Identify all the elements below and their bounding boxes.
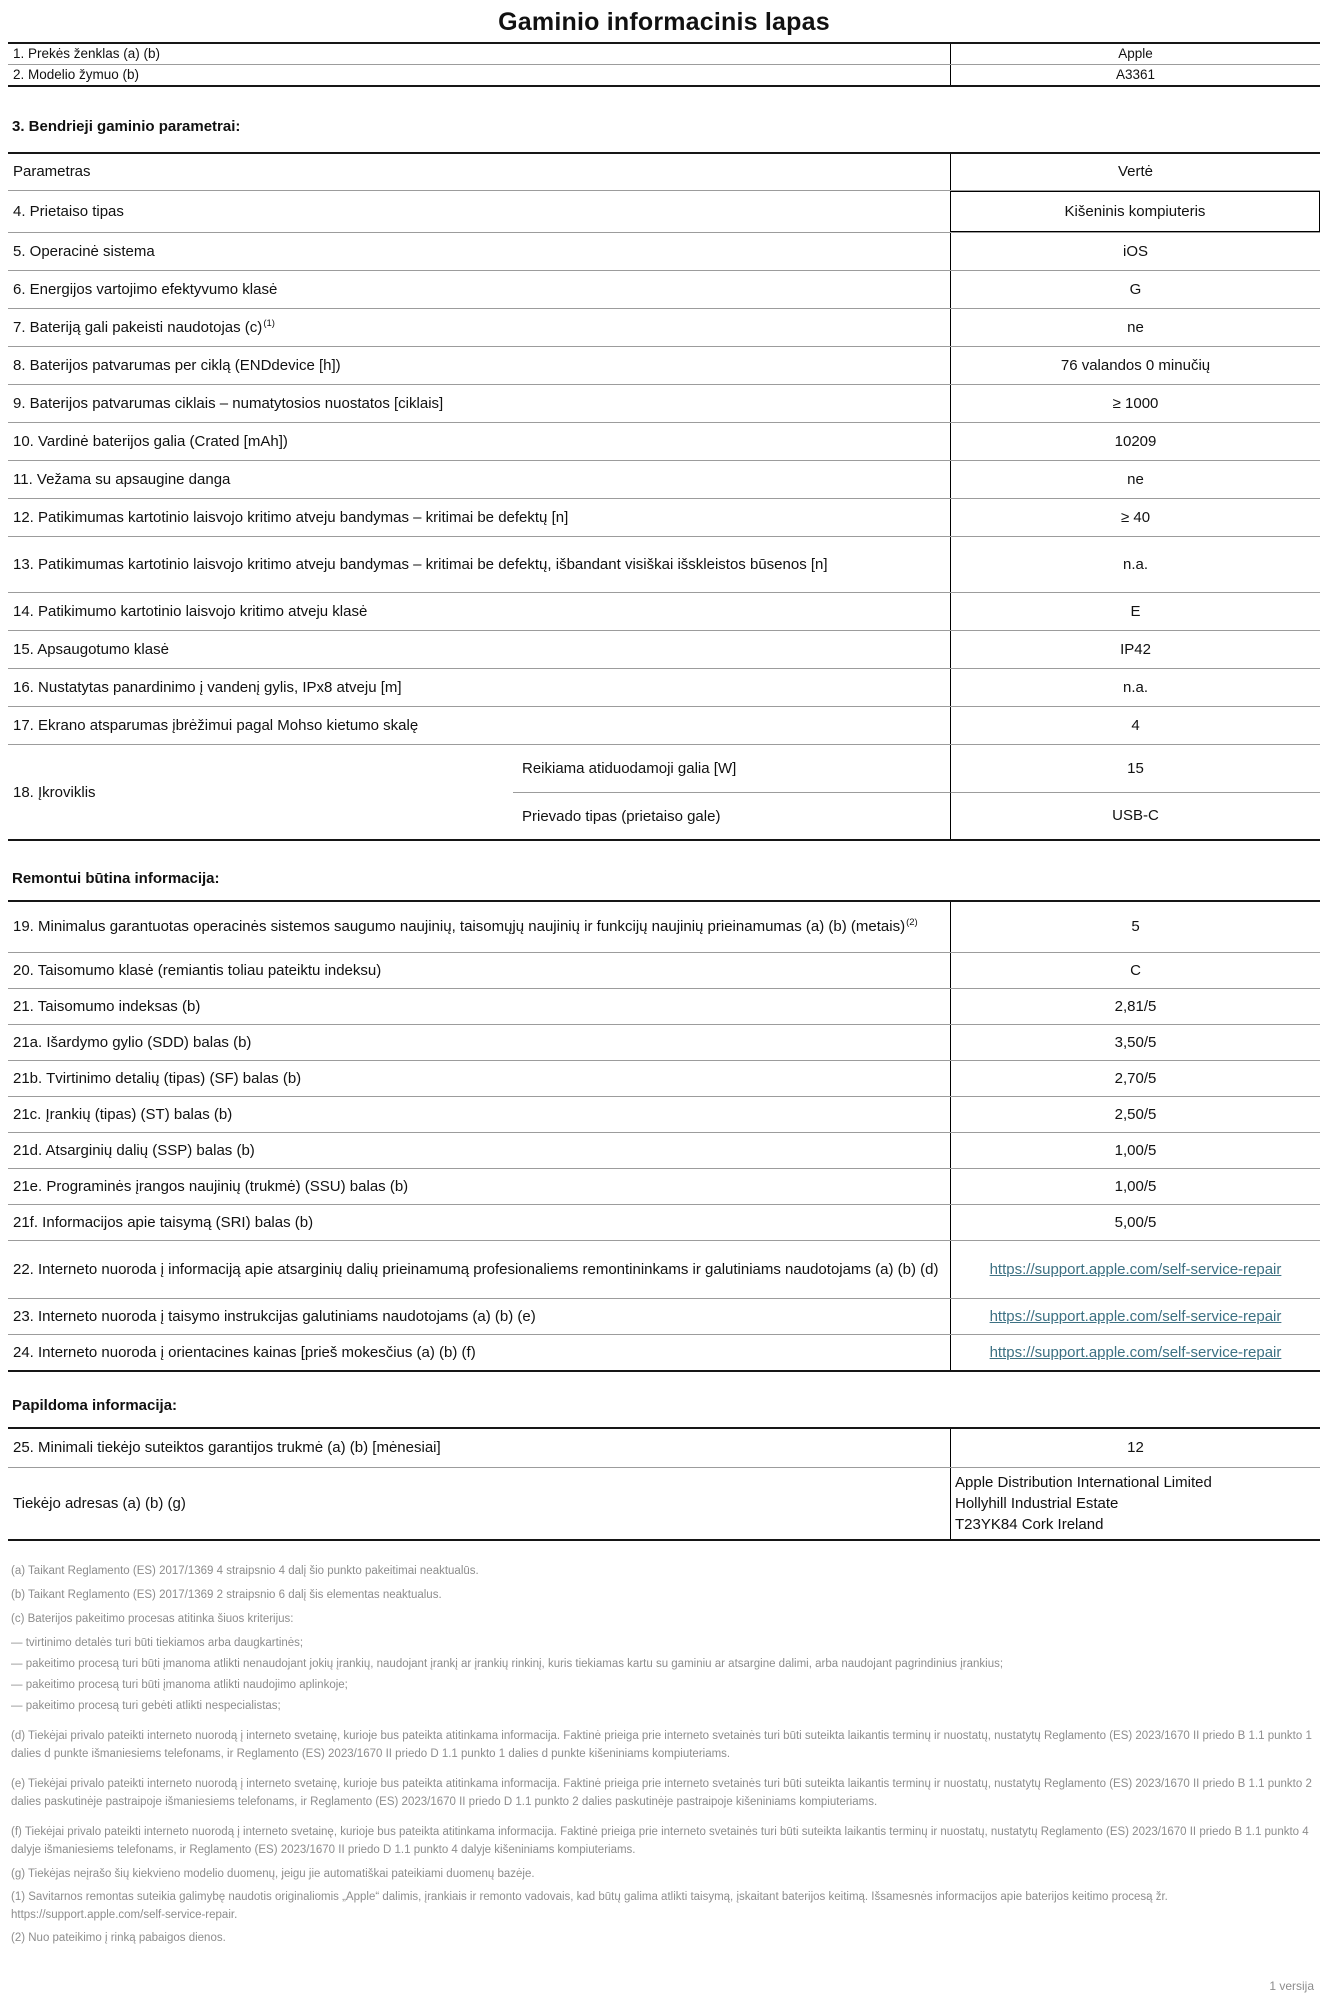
row-value	[950, 1241, 1320, 1298]
table-header-row	[8, 154, 1320, 190]
table-row	[8, 952, 1320, 988]
footnote: (d) Tiekėjai privalo pateikti interneto nuorodą į interneto svetainę, kurioje bus pateikta atitinkama informacija. Faktinė prieiga prie interneto svetainės turi būti suteikta laikantis terminų ir nuostatų, nustatytų Reglamento (ES) 2023/1670 II priedo B 1.1 punkto 1 dalies d punkte išmaniesiems telefonams, ir Reglamento (ES) 2023/1670 II priedo D 1.1 punkto 1 dalies d punkte kišeniniams kompiuteriams.	[11, 1730, 1312, 1761]
row-label: 10. Vardinė baterijos galia (Crated [mAh])	[13, 432, 288, 450]
footnote: (a) Taikant Reglamento (ES) 2017/1369 4 straipsnio 4 dalį šio punkto pakeitimai neaktualūs.	[11, 1565, 479, 1578]
row-value: 76 valandos 0 minučių	[950, 347, 1320, 384]
row-label: 12. Patikimumas kartotinio laisvojo kritimo atveju bandymas – kritimai be defektų [n]	[13, 508, 569, 526]
row-value: 2,70/5	[950, 1061, 1320, 1096]
table-row	[8, 1204, 1320, 1240]
row-label: 19. Minimalus garantuotas operacinės sistemos saugumo naujinių, taisomųjų naujinių ir funkcijų naujinių prieinamumas (a) (b) (metais)$^{(2)}$	[13, 917, 918, 936]
column-header-value: Vertė	[950, 154, 1320, 190]
repair-info-table	[8, 900, 1320, 1372]
row-value: 2,81/5	[950, 989, 1320, 1024]
table-row	[8, 1298, 1320, 1334]
row-label: 21c. Įrankių (tipas) (ST) balas (b)	[13, 1105, 233, 1123]
row-label: 2. Modelio žymuo (b)	[13, 67, 140, 83]
table-row	[8, 592, 1320, 630]
charger-sub-label: Prievado tipas (prietaiso gale)	[513, 792, 950, 839]
row-value: 5,00/5	[950, 1205, 1320, 1240]
row-value: ne	[950, 309, 1320, 346]
table-row	[8, 1024, 1320, 1060]
row-value: n.a.	[950, 669, 1320, 706]
row-label: 21. Taisomumo indeksas (b)	[13, 997, 201, 1015]
row-label: 15. Apsaugotumo klasė	[13, 640, 169, 658]
row-value: 2,50/5	[950, 1097, 1320, 1132]
footnote-bullet: — pakeitimo procesą turi būti įmanoma atlikti nenaudojant jokių įrankių, naudojant įrankį ar įrankių rinkinį, kuris tiekiamas kartu su gaminiu ar atsargine dalimi, arba naudojant pagrindinius įrankius;	[11, 1658, 1004, 1671]
row-value: iOS	[950, 233, 1320, 270]
version-label: 1 versija	[1269, 1979, 1314, 1993]
footnote-ref: (2)	[906, 917, 918, 929]
row-value: C	[950, 953, 1320, 988]
table-row	[8, 232, 1320, 270]
row-value: IP42	[950, 631, 1320, 668]
table-row	[8, 902, 1320, 952]
row-label: 11. Vežama su apsaugine danga	[13, 470, 231, 488]
row-label: 1. Prekės ženklas (a) (b)	[13, 46, 161, 61]
footnote: (g) Tiekėjas neįrašo šių kiekvieno modelio duomenų, jeigu jie automatiškai pateikiami duomenų bazėje.	[11, 1868, 535, 1881]
row-label: 21f. Informacijos apie taisymą (SRI) balas (b)	[13, 1213, 314, 1231]
row-label: Tiekėjo adresas (a) (b) (g)	[13, 1494, 186, 1512]
row-label: 21b. Tvirtinimo detalių (tipas) (SF) balas (b)	[13, 1069, 302, 1087]
row-value: n.a.	[950, 537, 1320, 592]
supplier-address	[950, 1468, 1320, 1539]
row-label: 17. Ekrano atsparumas įbrėžimui pagal Mohso kietumo skalę	[13, 716, 419, 734]
row-value: ne	[950, 461, 1320, 498]
row-label: 7. Bateriją gali pakeisti naudotojas $(c)^{(1)}$	[13, 317, 275, 336]
row-value: 4	[950, 707, 1320, 744]
section-heading-additional: Papildoma informacija:	[12, 1397, 178, 1415]
row-value: 12	[950, 1429, 1320, 1467]
row-label: 9. Baterijos patvarumas ciklais – numatytosios nuostatos [ciklais]	[13, 394, 444, 412]
row-label: 5. Operacinė sistema	[13, 242, 155, 260]
table-row	[8, 498, 1320, 536]
row-label: 4. Prietaiso tipas	[13, 202, 124, 220]
footnote: (c) Baterijos pakeitimo procesas atitinka šiuos kriterijus:	[11, 1613, 294, 1626]
row-label: 18. Įkroviklis	[13, 783, 96, 801]
table-row	[8, 1060, 1320, 1096]
row-value: 1,00/5	[950, 1169, 1320, 1204]
table-row	[8, 1132, 1320, 1168]
table-row	[8, 706, 1320, 744]
row-label: 25. Minimali tiekėjo suteiktos garantijos trukmė (a) (b) [mėnesiai]	[13, 1439, 441, 1457]
self-service-repair-link[interactable]: https://support.apple.com/self-service-repair	[989, 1260, 1282, 1278]
charger-sub-value: USB-C	[950, 792, 1320, 839]
product-info-sheet	[8, 8, 1320, 1993]
table-row	[8, 1240, 1320, 1298]
table-row	[8, 384, 1320, 422]
table-row	[8, 422, 1320, 460]
footnote: (f) Tiekėjai privalo pateikti interneto nuorodą į interneto svetainę, kurioje bus pateikta atitinkama informacija. Faktinė prieiga prie interneto svetainės turi būti suteikta laikantis terminų ir nuostatų, nustatytų Reglamento (ES) 2023/1670 II priedo B 1.1 punkto 4 dalyje išmaniesiems telefonams, ir Reglamento (ES) 2023/1670 II priedo D 1.1 punkto 4 dalyje kišeniniams kompiuteriams.	[11, 1826, 1309, 1857]
table-row	[8, 346, 1320, 384]
row-label: 8. Baterijos patvarumas per ciklą (ENDdevice [h])	[13, 356, 341, 374]
row-label: 21d. Atsarginių dalių (SSP) balas (b)	[13, 1141, 255, 1159]
row-value: ≥ 1000	[950, 385, 1320, 422]
self-service-repair-link[interactable]: https://support.apple.com/self-service-repair	[989, 1343, 1282, 1361]
table-row	[8, 308, 1320, 346]
row-value	[950, 1335, 1320, 1370]
table-row	[8, 536, 1320, 592]
table-row	[8, 1334, 1320, 1370]
row-value: A3361	[950, 65, 1320, 85]
table-row	[8, 988, 1320, 1024]
row-value: Apple	[950, 44, 1320, 64]
supplier-address-line: T23YK84 Cork Ireland	[955, 1516, 1104, 1534]
section-heading-general: 3. Bendrieji gaminio parametrai:	[12, 118, 241, 136]
additional-info-table	[8, 1427, 1320, 1541]
page-title: Gaminio informacinis lapas	[498, 8, 830, 36]
section-heading-repair: Remontui būtina informacija:	[12, 870, 220, 888]
row-label: 16. Nustatytas panardinimo į vandenį gylis, IPx8 atveju [m]	[13, 678, 402, 696]
row-value: E	[950, 593, 1320, 630]
footnote: (1) Savitarnos remontas suteikia galimybę naudotis originaliomis „Apple“ dalimis, įrankiais ir remonto vadovais, kad būtų galima atlikti taisymą, įskaitant baterijos keitimą. Išsamesnės informacijos apie baterijos keitimo procesą žr. https://support.apple.com/self-service-repair.	[11, 1891, 1168, 1922]
device-type-value-box: Kišeninis kompiuteris	[950, 191, 1320, 232]
general-parameters-table	[8, 152, 1320, 841]
row-value: 3,50/5	[950, 1025, 1320, 1060]
table-row	[8, 44, 1320, 64]
row-value: ≥ 40	[950, 499, 1320, 536]
footnote: (2) Nuo pateikimo į rinką pabaigos dienos.	[11, 1932, 226, 1945]
row-label: 20. Taisomumo klasė (remiantis toliau pateiktu indeksu)	[13, 961, 382, 979]
row-label: 6. Energijos vartojimo efektyvumo klasė	[13, 280, 278, 298]
charger-sub-label: Reikiama atiduodamoji galia [W]	[522, 760, 737, 778]
row-value: 10209	[950, 423, 1320, 460]
footnote-ref: (1)	[263, 317, 275, 329]
footnote-bullet: — pakeitimo procesą turi būti įmanoma atlikti naudojimo aplinkoje;	[11, 1679, 348, 1692]
row-label: 23. Interneto nuoroda į taisymo instrukcijas galutiniams naudotojams (a) (b) (e)	[13, 1307, 536, 1325]
row-label: 21e. Programinės įrangos naujinių (trukmė) (SSU) balas (b)	[13, 1177, 409, 1195]
brand-model-table	[8, 42, 1320, 87]
row-label: 21a. Išardymo gylio (SDD) balas (b)	[13, 1033, 252, 1051]
footnotes	[8, 1562, 1320, 1947]
footnote-bullet: — tvirtinimo detalės turi būti tiekiamos arba daugkartinės;	[11, 1637, 304, 1650]
row-value: 5	[950, 902, 1320, 952]
table-row	[8, 1168, 1320, 1204]
table-row	[8, 1096, 1320, 1132]
table-row	[8, 668, 1320, 706]
table-row	[8, 1429, 1320, 1467]
table-row	[8, 460, 1320, 498]
row-value: 1,00/5	[950, 1133, 1320, 1168]
self-service-repair-link[interactable]: https://support.apple.com/self-service-repair	[989, 1307, 1282, 1325]
column-header-parameter: Parametras	[13, 163, 91, 181]
table-row	[8, 630, 1320, 668]
footnote: (b) Taikant Reglamento (ES) 2017/1369 2 straipsnio 6 dalį šis elementas neaktualus.	[11, 1589, 442, 1602]
table-row	[8, 270, 1320, 308]
row-label: 24. Interneto nuoroda į orientacines kainas [prieš mokesčius (a) (b) (f)	[13, 1343, 476, 1361]
charger-row	[8, 744, 1320, 839]
supplier-address-line: Apple Distribution International Limited	[955, 1474, 1212, 1492]
charger-sub-value: 15	[950, 745, 1320, 792]
table-row	[8, 64, 1320, 85]
footnote-bullet: — pakeitimo procesą turi gebėti atlikti nespecialistas;	[11, 1700, 281, 1713]
table-row	[8, 190, 1320, 232]
supplier-address-row	[8, 1467, 1320, 1539]
row-label: 14. Patikimumo kartotinio laisvojo kritimo atveju klasė	[13, 602, 368, 620]
footnote: (e) Tiekėjai privalo pateikti interneto nuorodą į interneto svetainę, kurioje bus pateikta atitinkama informacija. Faktinė prieiga prie interneto svetainės turi būti suteikta laikantis terminų ir nuostatų, nustatytų Reglamento (ES) 2023/1670 II priedo B 1.1 punkto 2 dalies paskutinėje pastraipoje išmaniesiems telefonams, ir Reglamento (ES) 2023/1670 II priedo D 1.1 punkto 2 dalies paskutinėje pastraipoje kišeniniams kompiuteriams.	[11, 1778, 1312, 1809]
row-label: 13. Patikimumas kartotinio laisvojo kritimo atveju bandymas – kritimai be defektų, išbandant visiškai išskleistos būsenos [n]	[13, 555, 828, 573]
row-label: 22. Interneto nuoroda į informaciją apie atsarginių dalių prieinamumą profesionaliems remontininkams ir galutiniams naudotojams (a) (b) (d)	[13, 1260, 939, 1278]
supplier-address-line: Hollyhill Industrial Estate	[955, 1495, 1119, 1513]
row-value	[950, 1299, 1320, 1334]
row-value: G	[950, 271, 1320, 308]
